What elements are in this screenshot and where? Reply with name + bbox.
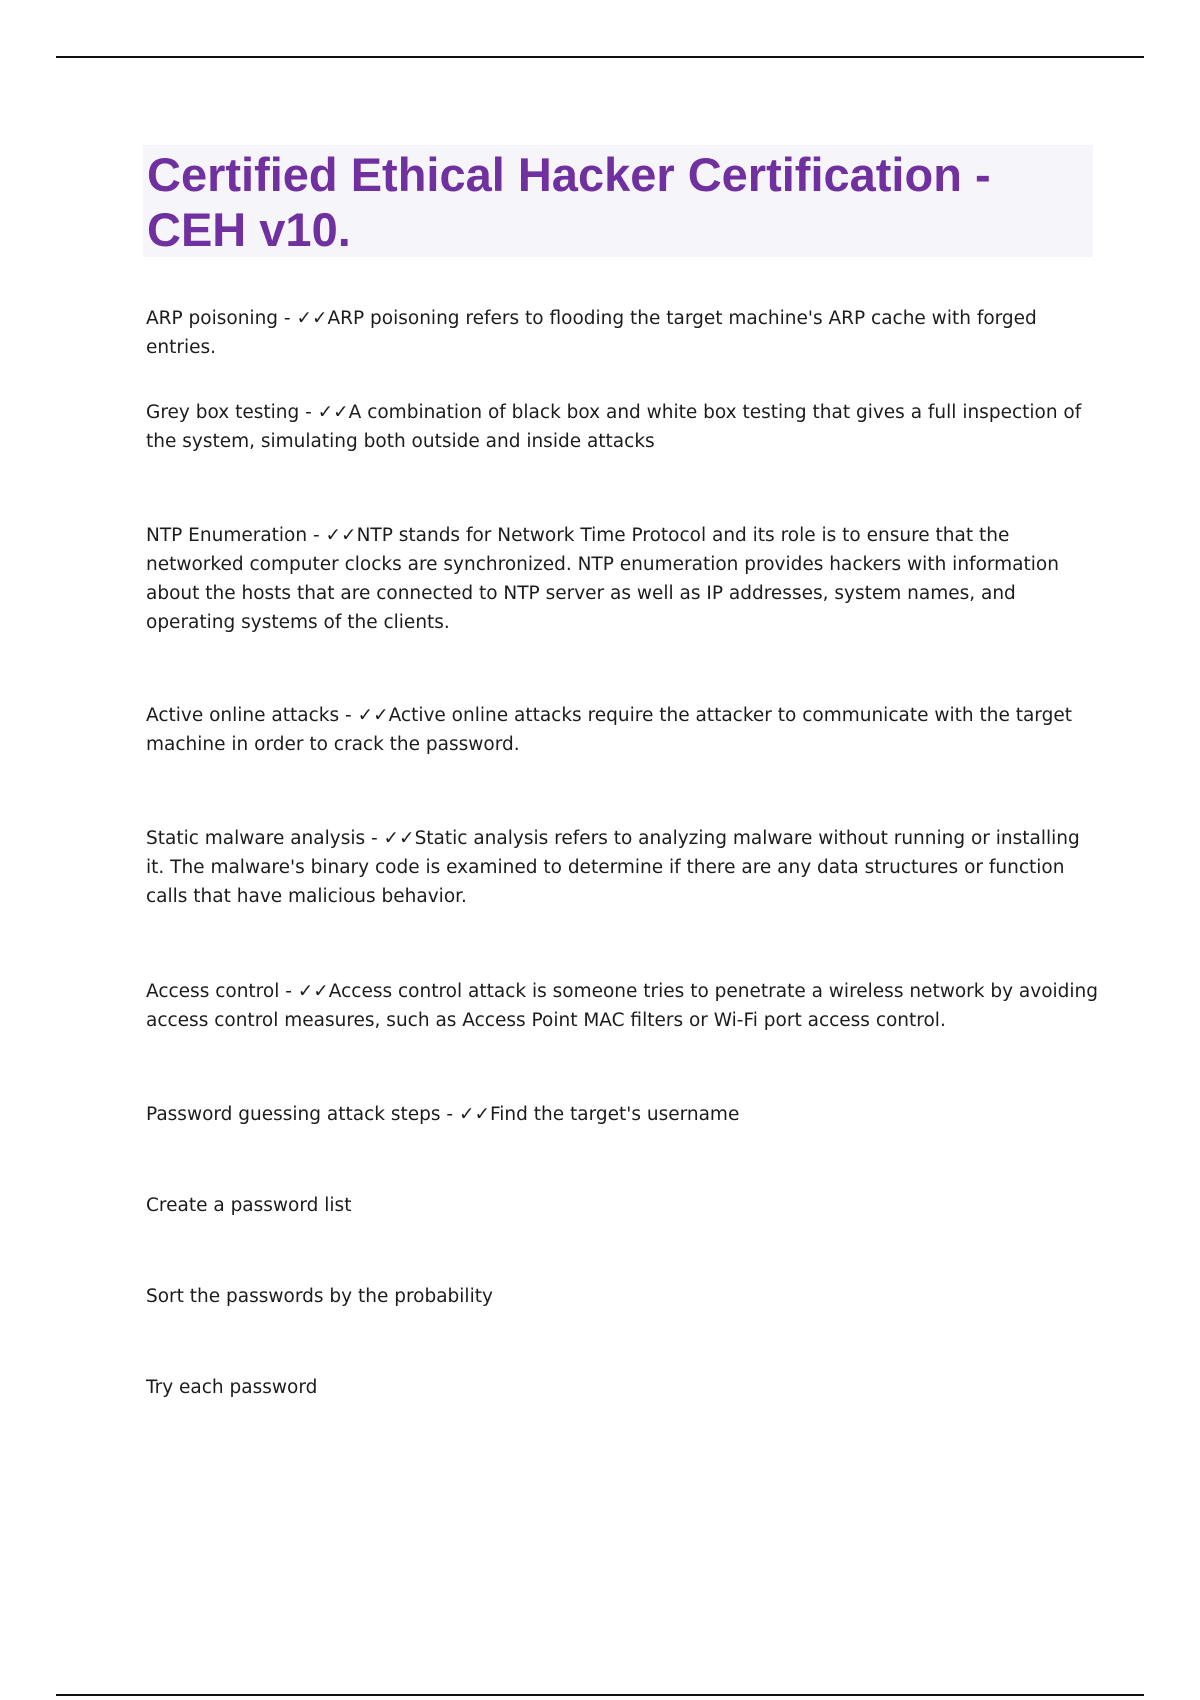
entry-separator: - [440,1104,459,1125]
entry-separator: - [278,308,297,329]
double-check-icon: ✓✓ [297,981,329,1002]
entry-separator: - [365,828,384,849]
flashcard-entry [146,1100,1101,1129]
entry-definition: Static analysis refers to analyzing malware without running or installing it. The malware's binary code is examined to determine if there are any data structures or function calls that have malicious behavior. [146,828,1080,907]
flashcard-entry [146,824,1101,911]
flashcard-entry [146,701,1101,759]
flashcard-entry [146,977,1101,1035]
entry-term: NTP Enumeration [146,525,308,546]
entry-term: Access control [146,981,280,1002]
step-item: Create a password list [146,1195,352,1216]
top-rule [56,56,1144,58]
entry-definition: Find the target's username [489,1104,740,1125]
flashcard-entry [146,304,1101,362]
entry-definition: Access control attack is someone tries to penetrate a wireless network by avoiding access control measures, such as Access Point MAC filters or Wi-Fi port access control. [146,981,1099,1031]
document-title [147,147,1089,257]
entry-definition: A combination of black box and white box testing that gives a full inspection of the system, simulating both outside and inside attacks [146,402,1082,452]
title-block [143,145,1093,257]
step-item: Try each password [146,1377,318,1398]
step-item: Sort the passwords by the probability [146,1286,493,1307]
entry-separator: - [279,981,298,1002]
entry-definition: Active online attacks require the attacker to communicate with the target machine in order to crack the password. [146,705,1072,755]
double-check-icon: ✓✓ [458,1104,490,1125]
entry-term: Password guessing attack steps [146,1104,441,1125]
entry-term: Static malware analysis [146,828,366,849]
double-check-icon: ✓✓ [296,308,328,329]
double-check-icon: ✓✓ [317,402,349,423]
entry-separator: - [339,705,358,726]
double-check-icon: ✓✓ [357,705,389,726]
bottom-rule [56,1694,1144,1696]
double-check-icon: ✓✓ [325,525,357,546]
entry-separator: - [299,402,318,423]
double-check-icon: ✓✓ [383,828,415,849]
entry-term: Active online attacks [146,705,340,726]
entry-separator: - [307,525,326,546]
flashcard-entry [146,398,1101,456]
flashcard-entry [146,521,1101,637]
title-line-1: Certified Ethical Hacker Certification - [147,148,991,201]
entry-term: Grey box testing [146,402,300,423]
entry-definition: NTP stands for Network Time Protocol and its role is to ensure that the networked computer clocks are synchronized. NTP enumeration provides hackers with information about the hosts that are connected to NTP server as well as IP addresses, system names, and operating systems of the clients. [146,525,1059,633]
entry-definition: ARP poisoning refers to flooding the target machine's ARP cache with forged entries. [146,308,1037,358]
entry-term: ARP poisoning [146,308,279,329]
title-line-2: CEH v10. [147,203,351,256]
